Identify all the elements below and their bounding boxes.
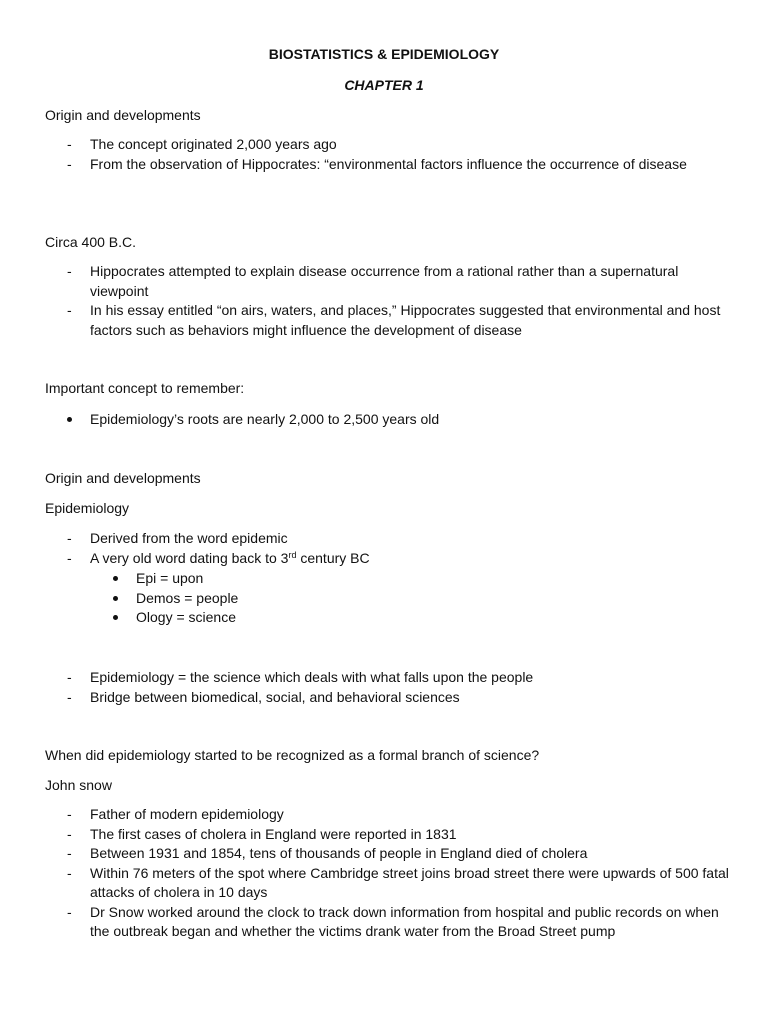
dash-marker: - (67, 155, 72, 172)
dash-marker: - (67, 688, 72, 705)
list-item: - From the observation of Hippocrates: “environmental factors influence the occurrence of disease (0, 155, 730, 175)
list-item: - Epidemiology = the science which deals with what falls upon the people (0, 668, 730, 688)
dash-marker: - (67, 530, 72, 546)
list-item: Epidemiology’s roots are nearly 2,000 to 2,500 years old (0, 410, 730, 430)
bullet-icon (113, 576, 118, 581)
bullet-icon (67, 417, 72, 422)
document-title: BIOSTATISTICS & EPIDEMIOLOGY (268, 46, 500, 62)
dash-marker: - (67, 806, 72, 822)
section-heading-important: Important concept to remember: (45, 380, 245, 396)
dash-marker: - (67, 864, 72, 881)
list-item: - Dr Snow worked around the clock to track down information from hospital and public records on when the outbreak began and whether the victims drank water from the Broad Street pump (67, 903, 719, 939)
list-item: - The concept originated 2,000 years ago (0, 135, 730, 155)
definition-list (0, 668, 768, 707)
important-list (0, 410, 768, 430)
dash-marker: - (67, 903, 72, 920)
list-item: - In his essay entitled “on airs, waters, and places,” Hippocrates suggested that environmental and host factors such as behaviors might influence the development of disease (67, 302, 721, 338)
list-item: Epi = upon (0, 569, 768, 589)
etymology-sublist (0, 569, 768, 628)
subheading-epidemiology: Epidemiology (45, 500, 130, 516)
epidemiology-list (0, 529, 768, 568)
list-item: - Bridge between biomedical, social, and behavioral sciences (0, 688, 730, 708)
section-heading-john-snow: John snow (45, 777, 112, 793)
list-item: Demos = people (0, 589, 768, 609)
list-item: - Between 1931 and 1854, tens of thousands of people in England died of cholera (0, 844, 730, 864)
list-item: - A very old word dating back to 3rd century BC (0, 549, 730, 569)
dash-marker: - (67, 845, 72, 861)
list-item: - Within 76 meters of the spot where Cambridge street joins broad street there were upwards of 500 fatal attacks of cholera in 10 days (67, 864, 729, 900)
dash-marker: - (67, 549, 72, 566)
john-snow-list (0, 805, 768, 942)
list-item: Ology = science (0, 608, 768, 628)
question-text: When did epidemiology started to be recognized as a formal branch of science? (45, 747, 540, 763)
chapter-heading: CHAPTER 1 (344, 77, 424, 93)
dash-marker: - (67, 263, 72, 279)
section-heading-origin: Origin and developments (45, 107, 201, 123)
dash-marker: - (67, 302, 72, 318)
bullet-icon (113, 615, 118, 620)
dash-marker: - (67, 825, 72, 842)
list-item: - Derived from the word epidemic (0, 529, 730, 549)
dash-marker: - (67, 136, 72, 152)
bullet-icon (113, 596, 118, 601)
list-item: - Father of modern epidemiology (0, 805, 730, 825)
circa-list (0, 262, 768, 340)
dash-marker: - (67, 669, 72, 685)
list-item: - Hippocrates attempted to explain disease occurrence from a rational rather than a supernatural viewpoint (67, 263, 679, 299)
origin-list (0, 135, 768, 174)
section-heading-origin-2: Origin and developments (45, 470, 201, 486)
section-heading-circa: Circa 400 B.C. (45, 234, 137, 250)
list-item: - The first cases of cholera in England were reported in 1831 (0, 825, 730, 845)
